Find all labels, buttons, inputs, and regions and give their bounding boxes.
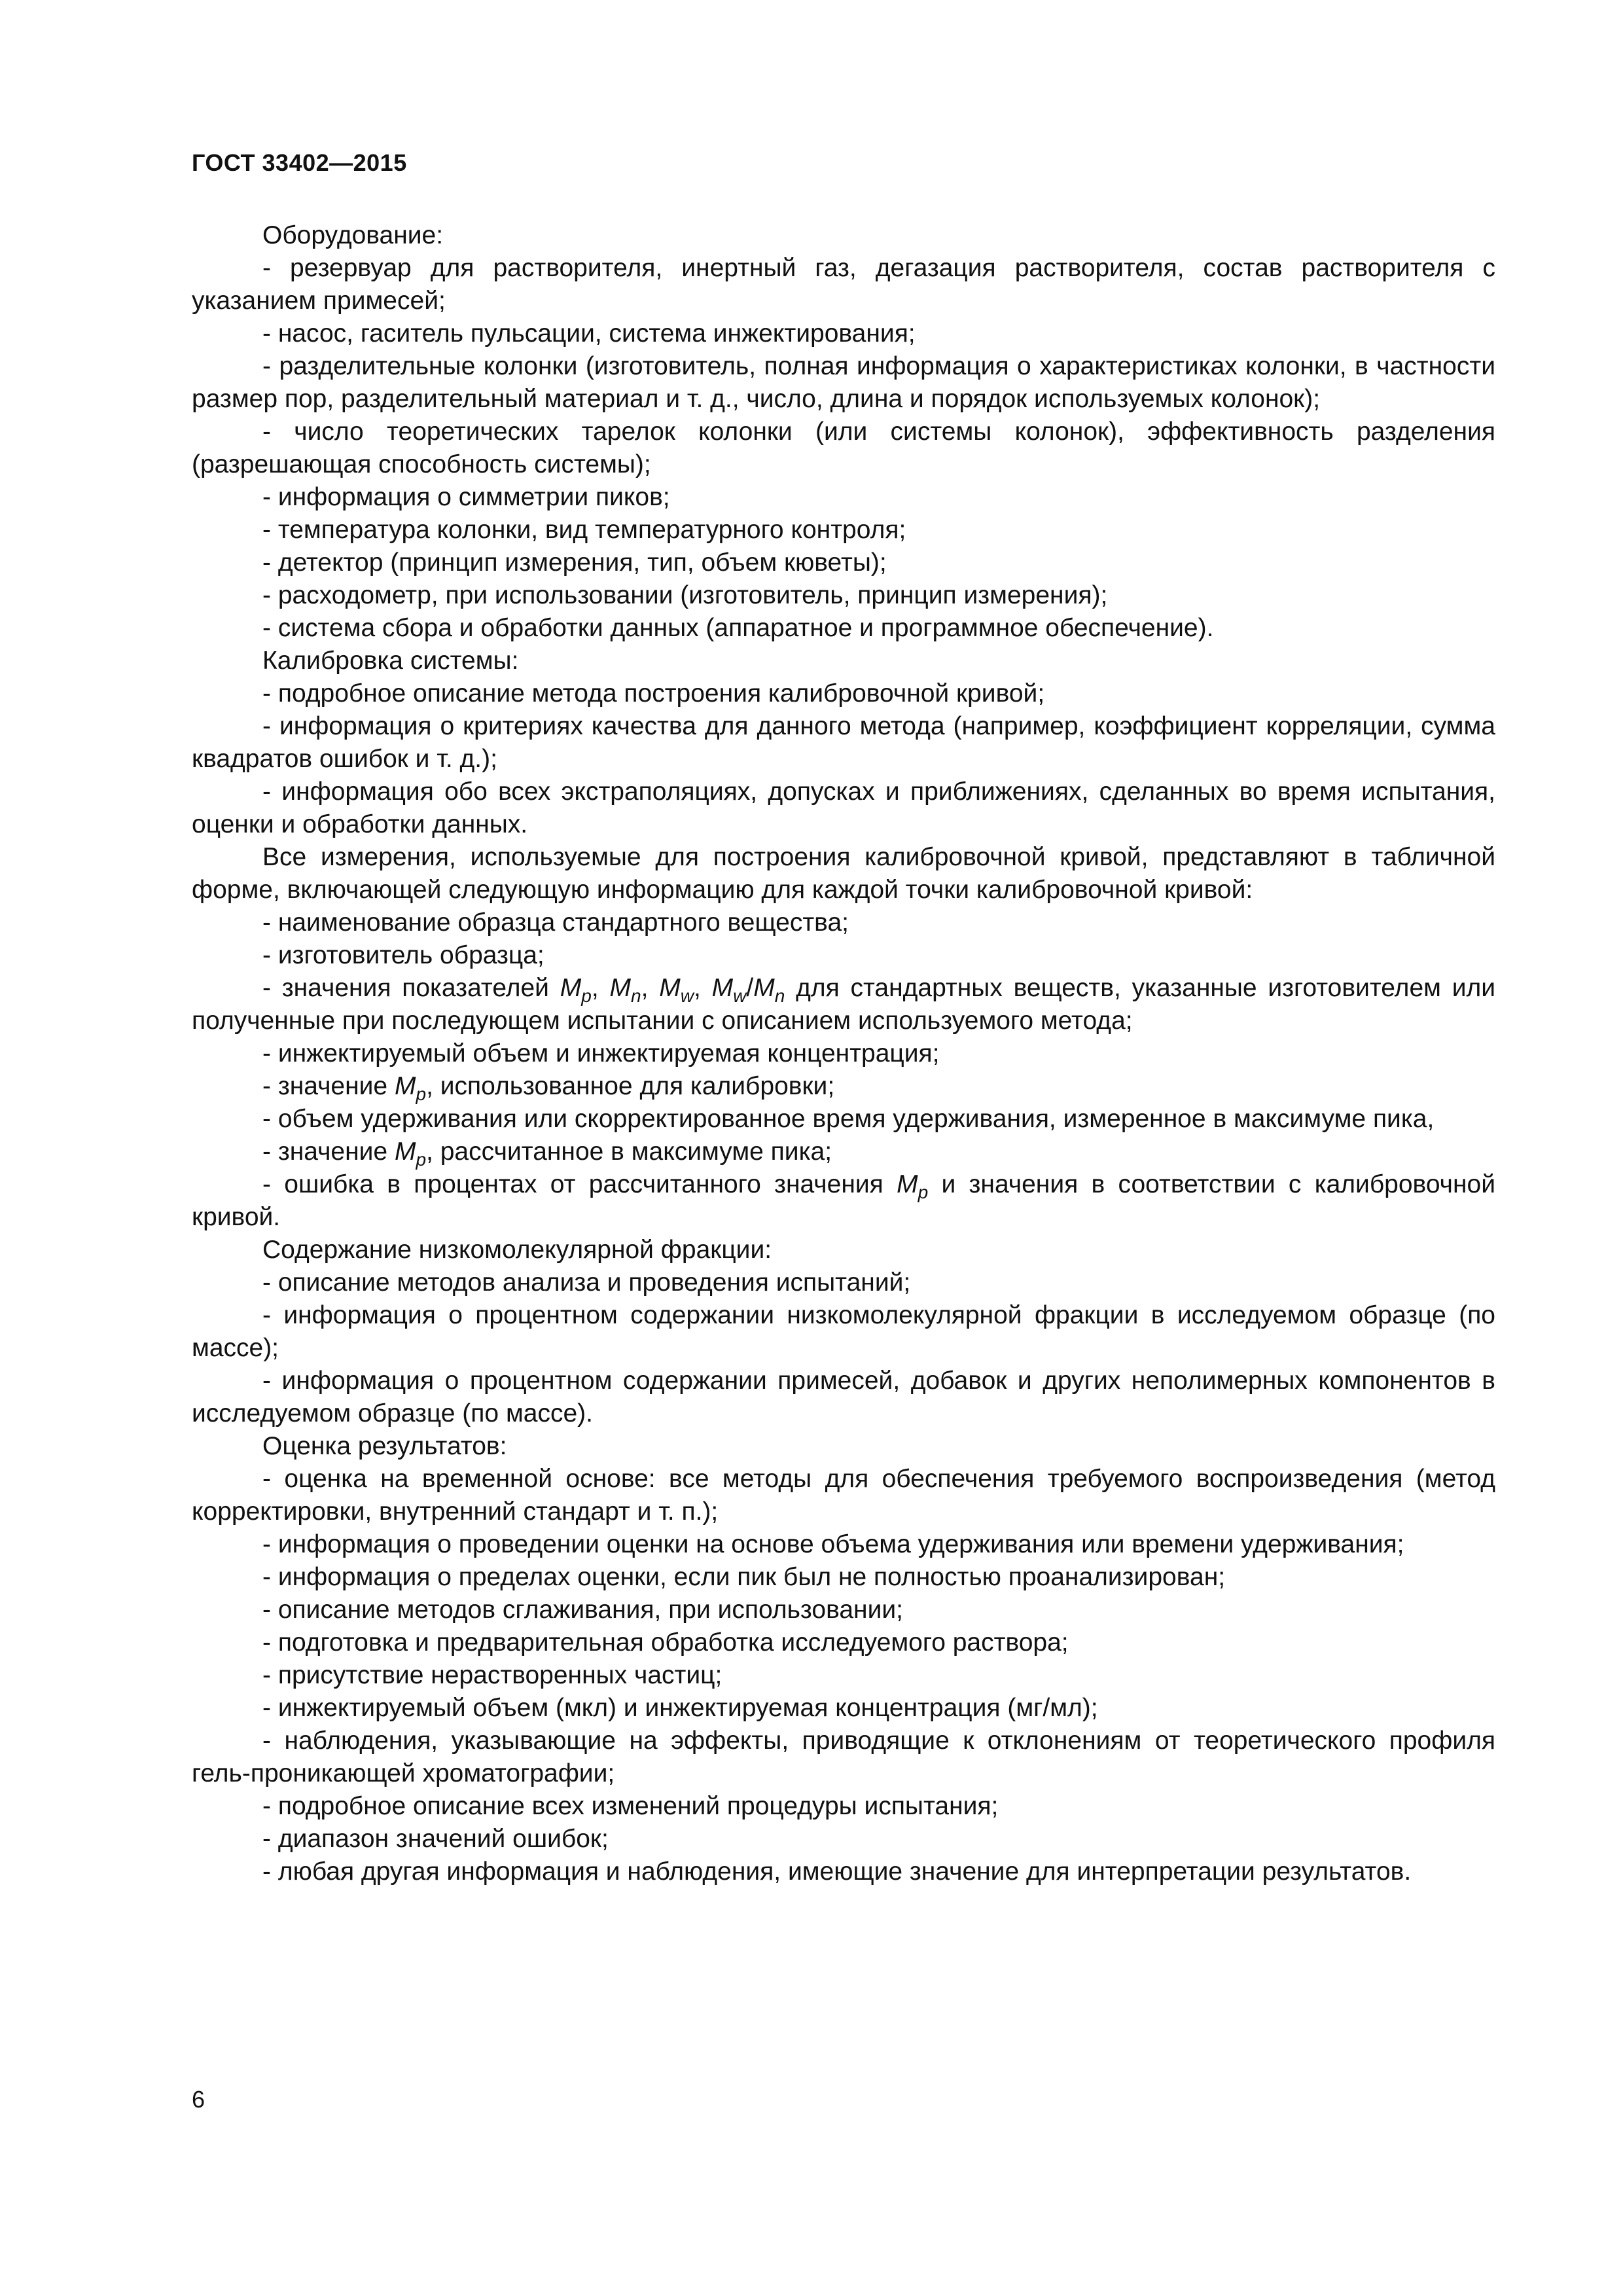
list-item: - подробное описание всех изменений процедуры испытания; <box>262 1792 999 1820</box>
mp-calibration-item <box>192 1070 1495 1103</box>
subscript-w: w <box>680 985 694 1006</box>
symbol-m: M <box>659 974 681 1002</box>
subscript-n: n <box>630 985 641 1006</box>
error-item <box>192 1168 1495 1234</box>
indicator-prefix: - значения показателей <box>262 974 560 1002</box>
indicator-values-item <box>192 972 1495 1037</box>
separator: , <box>591 974 610 1002</box>
subscript-n: n <box>774 985 785 1006</box>
list-item: - описание методов анализа и проведения испытаний; <box>262 1268 911 1297</box>
section-title-equipment: Оборудование: <box>262 221 444 249</box>
list-item: - любая другая информация и наблюдения, имеющие значение для интерпретации результатов. <box>262 1857 1412 1886</box>
item-prefix: - значение <box>262 1072 395 1100</box>
list-item: - подробное описание метода построения калибровочной кривой; <box>262 679 1045 708</box>
list-item: - разделительные колонки (изготовитель, полная информация о характеристиках колонки, в частности размер пор, разделительный материал и т. д., число, длина и порядок используемых колонок); <box>192 352 1495 413</box>
list-item: - изготовитель образца; <box>262 941 544 969</box>
symbol-m: M <box>897 1170 918 1198</box>
indicator-suffix: для стандартных веществ, указанные изготовителем или полученные при последующем испытании с описанием используемого метода; <box>192 974 1496 1035</box>
mp-calculated-item <box>192 1136 1495 1168</box>
section-title-calibration: Калибровка системы: <box>262 647 519 675</box>
symbol-m: M <box>394 1072 416 1100</box>
symbol-m: M <box>394 1138 416 1166</box>
list-item: - инжектируемый объем и инжектируемая концентрация; <box>262 1039 940 1067</box>
section-title-low-molecular: Содержание низкомолекулярной фракции: <box>262 1236 772 1264</box>
list-item: - система сбора и обработки данных (аппаратное и программное обеспечение). <box>262 614 1214 642</box>
list-item: - инжектируемый объем (мкл) и инжектируемая концентрация (мг/мл); <box>262 1694 1098 1722</box>
document-body <box>192 219 1495 1888</box>
list-item: - объем удерживания или скорректированное время удерживания, измеренное в максимуме пика, <box>262 1105 1435 1133</box>
list-item: - информация обо всех экстраполяциях, допусках и приближениях, сделанных во время испытания, оценки и обработки данных. <box>192 778 1495 838</box>
list-item: - насос, гаситель пульсации, система инжектирования; <box>262 319 916 348</box>
symbol-m: M <box>609 974 631 1002</box>
list-item: - присутствие нерастворенных частиц; <box>262 1661 722 1689</box>
section-title-evaluation: Оценка результатов: <box>262 1432 507 1460</box>
list-item: - оценка на временной основе: все методы для обеспечения требуемого воспроизведения (метод корректировки, внутренний стандарт и т. п.); <box>192 1465 1495 1526</box>
list-item: - наблюдения, указывающие на эффекты, приводящие к отклонениям от теоретического профиля гель-проникающей хроматографии; <box>192 1727 1495 1787</box>
symbol-m: M <box>560 974 582 1002</box>
list-item: - информация о критериях качества для данного метода (например, коэффициент корреляции, сумма квадратов ошибок и т. д.); <box>192 712 1495 773</box>
item-suffix: и значения в соответствии с калибровочной кривой. <box>192 1170 1496 1231</box>
list-item: - наименование образца стандартного вещества; <box>262 908 849 937</box>
list-item: - информация о симметрии пиков; <box>262 483 670 511</box>
list-item: - описание методов сглаживания, при использовании; <box>262 1596 903 1624</box>
symbol-m: M <box>753 974 775 1002</box>
list-item: - детектор (принцип измерения, тип, объем кюветы); <box>262 548 887 577</box>
list-item: - число теоретических тарелок колонки (или системы колонок), эффективность разделения (разрешающая способность системы); <box>192 418 1495 478</box>
item-suffix: , рассчитанное в максимуме пика; <box>426 1138 832 1166</box>
subscript-p: p <box>416 1083 427 1104</box>
list-item: - резервуар для растворителя, инертный газ, дегазация растворителя, состав растворителя с указанием примесей; <box>192 254 1495 315</box>
item-prefix: - значение <box>262 1138 395 1166</box>
page-number: 6 <box>192 2086 205 2113</box>
list-item: - подготовка и предварительная обработка исследуемого раствора; <box>262 1628 1069 1657</box>
list-item: - информация о процентном содержании примесей, добавок и других неполимерных компонентов в исследуемом образце (по массе). <box>192 1367 1495 1427</box>
document-header: ГОСТ 33402—2015 <box>192 149 407 176</box>
item-suffix: , использованное для калибровки; <box>426 1072 835 1100</box>
list-item: - расходометр, при использовании (изготовитель, принцип измерения); <box>262 581 1108 609</box>
subscript-w: w <box>733 985 747 1006</box>
subscript-p: p <box>918 1181 929 1202</box>
table-intro-paragraph: Все измерения, используемые для построения калибровочной кривой, представляют в табличной форме, включающей следующую информацию для каждой точки калибровочной кривой: <box>192 843 1495 904</box>
slash: / <box>746 974 754 1002</box>
separator: , <box>693 974 712 1002</box>
subscript-p: p <box>581 985 592 1006</box>
list-item: - информация о пределах оценки, если пик был не полностью проанализирован; <box>262 1563 1226 1591</box>
item-prefix: - ошибка в процентах от рассчитанного значения <box>262 1170 897 1198</box>
separator: , <box>641 974 660 1002</box>
list-item: - информация о проведении оценки на основе объема удерживания или времени удерживания; <box>262 1530 1404 1558</box>
symbol-m: M <box>711 974 734 1002</box>
list-item: - температура колонки, вид температурного контроля; <box>262 516 906 544</box>
list-item: - информация о процентном содержании низкомолекулярной фракции в исследуемом образце (по массе); <box>192 1301 1495 1362</box>
subscript-p: p <box>416 1149 427 1170</box>
list-item: - диапазон значений ошибок; <box>262 1825 609 1853</box>
